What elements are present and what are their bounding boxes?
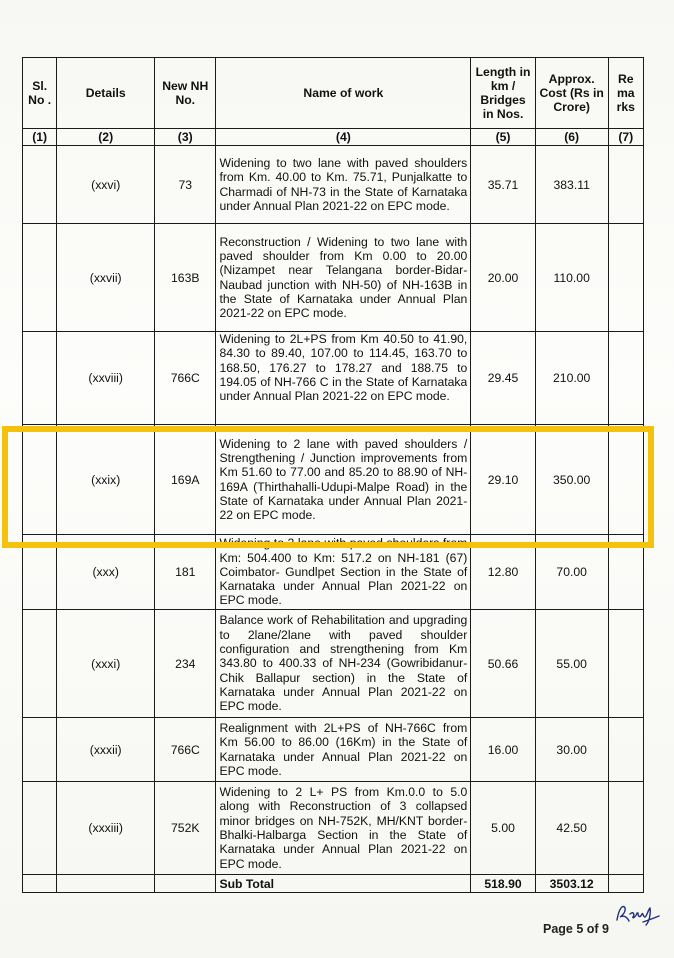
- nh-no-cell: 766C: [155, 332, 216, 425]
- cost-cell: 210.00: [535, 332, 608, 425]
- remarks-cell: [608, 224, 643, 332]
- nh-no-cell: 752K: [155, 782, 216, 875]
- works-table: [22, 57, 644, 893]
- cost-cell: 110.00: [535, 224, 608, 332]
- sl-no-cell: [23, 718, 57, 782]
- work-name-cell: Widening to two lane with paved shoulders from Km. 40.00 to Km. 75.71, Punjalkatte to Charmadi of NH-73 in the State of Karnataka under Annual Plan 2021-22 on EPC mode.: [216, 146, 471, 224]
- details-cell: (xxvi): [57, 146, 155, 224]
- column-number: (7): [608, 129, 643, 146]
- cost-cell: 350.00: [535, 425, 608, 535]
- nh-no-cell: 163B: [155, 224, 216, 332]
- length-cell: 29.10: [471, 425, 535, 535]
- remarks-cell: [608, 782, 643, 875]
- sl-no-cell: [23, 146, 57, 224]
- length-cell: 35.71: [471, 146, 535, 224]
- sl-no-cell: [23, 535, 57, 610]
- length-cell: 5.00: [471, 782, 535, 875]
- details-cell: (xxix): [57, 425, 155, 535]
- details-cell: [57, 875, 155, 893]
- header-length: Length in km / Bridges in Nos.: [471, 58, 535, 129]
- length-cell: 29.45: [471, 332, 535, 425]
- table-row: [23, 535, 644, 610]
- table-row: [23, 332, 644, 425]
- length-cell: 16.00: [471, 718, 535, 782]
- work-name-cell: Realignment with 2L+PS of NH-766C from Km 56.00 to 86.00 (16Km) in the State of Karnataka under Annual Plan 2021-22 on EPC mode.: [216, 718, 471, 782]
- work-name-cell: Balance work of Rehabilitation and upgrading to 2lane/2lane with paved shoulder configuration and strengthening from Km 343.80 to 400.33 of NH-234 (Gowribidanur-Chik Ballapur section) in the State of Karnataka under Annual Plan 2021-22 on EPC mode.: [216, 610, 471, 718]
- header-details: Details: [57, 58, 155, 129]
- nh-no-cell: 766C: [155, 718, 216, 782]
- remarks-cell: [608, 535, 643, 610]
- subtotal-cost: 3503.12: [535, 875, 608, 893]
- table-row: [23, 782, 644, 875]
- remarks-cell: [608, 425, 643, 535]
- details-cell: (xxvii): [57, 224, 155, 332]
- cost-cell: 383.11: [535, 146, 608, 224]
- column-number: (6): [535, 129, 608, 146]
- nh-no-cell: 73: [155, 146, 216, 224]
- sl-no-cell: [23, 610, 57, 718]
- cost-cell: 70.00: [535, 535, 608, 610]
- work-name-cell: Widening to 2 lane with paved shoulders from Km: 504.400 to Km: 517.2 on NH-181 (67) Coimbator- Gundlpet Section in the State of Karnataka under Annual Plan 2021-22 on EPC mode.: [216, 535, 471, 610]
- table-row: [23, 718, 644, 782]
- table-row: [23, 146, 644, 224]
- table-row: [23, 224, 644, 332]
- sl-no-cell: [23, 875, 57, 893]
- nh-no-cell: 234: [155, 610, 216, 718]
- details-cell: (xxviii): [57, 332, 155, 425]
- remarks-cell: [608, 332, 643, 425]
- table-row: [23, 610, 644, 718]
- length-cell: 12.80: [471, 535, 535, 610]
- length-cell: 50.66: [471, 610, 535, 718]
- column-number: (3): [155, 129, 216, 146]
- details-cell: (xxxi): [57, 610, 155, 718]
- nh-no-cell: 181: [155, 535, 216, 610]
- table-row-highlighted: [23, 425, 644, 535]
- work-name-cell: Widening to 2 L+ PS from Km.0.0 to 5.0 along with Reconstruction of 3 collapsed minor bridges on NH-752K, MH/KNT border-Bhalki-Halbarga Section in the State of Karnataka under Annual Plan 2021-22 on EPC mode.: [216, 782, 471, 875]
- work-name-cell: Widening to 2 lane with paved shoulders / Strengthening / Junction improvements from Km 51.60 to 77.00 and 85.20 to 88.90 of NH-169A (Thirthahalli-Udupi-Malpe Road) in the State of Karnataka under Annual Plan 2021-22 on EPC mode.: [216, 425, 471, 535]
- header-name-of-work: Name of work: [216, 58, 471, 129]
- remarks-cell: [608, 146, 643, 224]
- length-cell: 20.00: [471, 224, 535, 332]
- column-number: (1): [23, 129, 57, 146]
- sl-no-cell: [23, 332, 57, 425]
- subtotal-row: [23, 875, 644, 893]
- column-number-row: [23, 129, 644, 146]
- cost-cell: 55.00: [535, 610, 608, 718]
- nh-no-cell: 169A: [155, 425, 216, 535]
- work-name-cell: Reconstruction / Widening to two lane with paved shoulder from Km 0.00 to 20.00 (Nizampet near Telangana border-Bidar-Naubad junction with NH-50) of NH-163B in the State of Karnataka under Annual Plan 2021-22 on EPC mode.: [216, 224, 471, 332]
- subtotal-label: Sub Total: [216, 875, 471, 893]
- remarks-cell: [608, 875, 643, 893]
- nh-no-cell: [155, 875, 216, 893]
- remarks-cell: [608, 610, 643, 718]
- header-remarks: Re ma rks: [608, 58, 643, 129]
- header-sl-no: Sl. No .: [23, 58, 57, 129]
- column-number: (5): [471, 129, 535, 146]
- table-header-row: [23, 58, 644, 129]
- sl-no-cell: [23, 425, 57, 535]
- column-number: (2): [57, 129, 155, 146]
- work-name-cell: [216, 332, 471, 425]
- signature: [613, 898, 661, 928]
- sl-no-cell: [23, 782, 57, 875]
- details-cell: (xxxiii): [57, 782, 155, 875]
- work-name-text: Widening to 2L+PS from Km 40.50 to 41.90, 84.30 to 89.40, 107.00 to 114.45, 163.70 to 168.50, 176.27 to 178.27 and 188.75 to 194.05 of NH-766 C in the State of Karnataka under Annual Plan 2021-22 on EPC mode.: [219, 332, 468, 404]
- header-nh-no: New NH No.: [155, 58, 216, 129]
- details-cell: (xxxii): [57, 718, 155, 782]
- remarks-cell: [608, 718, 643, 782]
- cost-cell: 30.00: [535, 718, 608, 782]
- column-number: (4): [216, 129, 471, 146]
- details-cell: (xxx): [57, 535, 155, 610]
- sl-no-cell: [23, 224, 57, 332]
- header-cost: Approx. Cost (Rs in Crore): [535, 58, 608, 129]
- subtotal-length: 518.90: [471, 875, 535, 893]
- cost-cell: 42.50: [535, 782, 608, 875]
- page-number: Page 5 of 9: [543, 922, 609, 936]
